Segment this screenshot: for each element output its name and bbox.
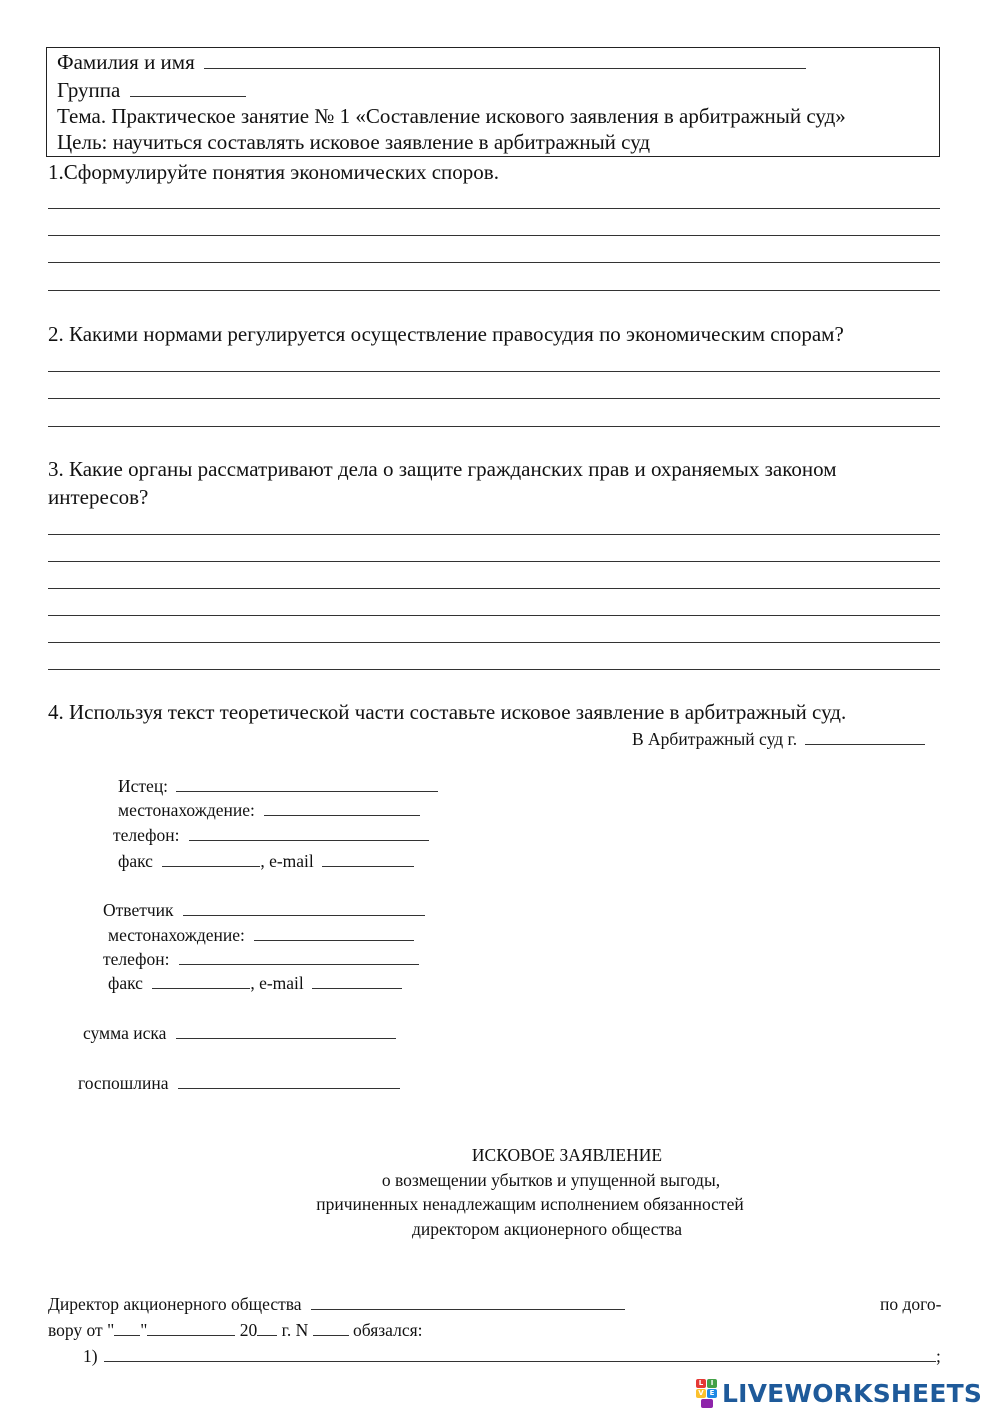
contract-year-prefix: 20: [239, 1320, 258, 1340]
duty-label: госпошлина: [78, 1073, 169, 1093]
answer-line[interactable]: [48, 262, 940, 263]
court-label: В Арбитражный суд г.: [632, 729, 798, 749]
claim-sum-label: сумма иска: [83, 1023, 167, 1043]
answer-line[interactable]: [48, 235, 940, 236]
goal: Цель: научиться составлять исковое заявление в арбитражный суд: [57, 130, 651, 154]
plaintiff-input-line[interactable]: [176, 776, 438, 792]
email-input-line[interactable]: [312, 973, 402, 989]
logo-letter-e: E: [707, 1389, 717, 1398]
director-input-line[interactable]: [311, 1294, 625, 1310]
logo-base-block: [701, 1399, 713, 1408]
statement-line-3: директором акционерного общества: [411, 1219, 682, 1239]
group-label: Группа: [57, 78, 121, 102]
location-label: местонахождение:: [108, 925, 245, 945]
contract-day-input-line[interactable]: [114, 1320, 140, 1336]
group-row: [57, 78, 246, 103]
question-2: 2. Какими нормами регулируется осуществление правосудия по экономическим спорам?: [48, 322, 844, 346]
answer-line[interactable]: [48, 642, 940, 643]
name-row: [57, 50, 806, 75]
fax-input-line[interactable]: [152, 973, 250, 989]
plaintiff-label: Истец:: [118, 776, 169, 796]
logo-mark-icon: [696, 1378, 718, 1408]
logo-letter-i: I: [707, 1379, 717, 1388]
item-1-label: 1): [83, 1346, 98, 1366]
logo-letter-v: V: [696, 1389, 706, 1398]
question-1: 1.Сформулируйте понятия экономических споров.: [48, 160, 499, 184]
phone-label: телефон:: [103, 949, 170, 969]
liveworksheets-logo[interactable]: [696, 1376, 982, 1410]
item-1-input-line[interactable]: [104, 1346, 936, 1362]
fax-input-line[interactable]: [162, 851, 260, 867]
contract-text-1: вору от ": [48, 1320, 115, 1340]
statement-line-1: о возмещении убытков и упущенной выгоды,: [381, 1170, 721, 1190]
director-label: Директор акционерного общества: [48, 1294, 302, 1314]
logo-letter-l: L: [696, 1379, 706, 1388]
obliged-label: обязался:: [352, 1320, 423, 1340]
item-1-end: ;: [935, 1346, 941, 1366]
plaintiff-fax-row: [118, 851, 414, 872]
court-row: [632, 729, 925, 750]
plaintiff-location-row: [118, 800, 420, 821]
answer-line[interactable]: [48, 398, 940, 399]
fax-label: факс: [118, 851, 153, 871]
defendant-row: [103, 900, 425, 921]
answer-line[interactable]: [48, 290, 940, 291]
fax-label: факс: [108, 973, 143, 993]
per-contract-text: по дого-: [880, 1294, 942, 1314]
location-label: местонахождение:: [118, 800, 255, 820]
answer-line[interactable]: [48, 588, 940, 589]
defendant-label: Ответчик: [103, 900, 174, 920]
logo-text: LIVEWORKSHEETS: [722, 1378, 983, 1408]
statement-line-2: причиненных ненадлежащим исполнением обязанностей: [316, 1194, 744, 1214]
contract-quote: ": [140, 1320, 148, 1340]
court-city-input-line[interactable]: [805, 729, 925, 745]
name-label: Фамилия и имя: [57, 50, 195, 74]
question-3-line-1: 3. Какие органы рассматривают дела о защите гражданских прав и охраняемых законом: [48, 457, 837, 481]
question-4: 4. Используя текст теоретической части составьте исковое заявление в арбитражный суд.: [48, 700, 847, 724]
answer-line[interactable]: [48, 615, 940, 616]
contract-month-input-line[interactable]: [147, 1320, 235, 1336]
duty-input-line[interactable]: [178, 1073, 400, 1089]
defendant-location-row: [108, 925, 414, 946]
item-1-row: [83, 1346, 941, 1367]
email-label: , e-mail: [260, 851, 314, 871]
phone-input-line[interactable]: [179, 949, 419, 965]
email-input-line[interactable]: [322, 851, 414, 867]
director-row: [48, 1294, 625, 1315]
name-input-line[interactable]: [204, 53, 806, 69]
location-input-line[interactable]: [264, 800, 420, 816]
email-label: , e-mail: [250, 973, 304, 993]
question-3-line-2: интересов?: [48, 485, 149, 509]
defendant-input-line[interactable]: [183, 900, 425, 916]
answer-line[interactable]: [48, 669, 940, 670]
answer-line[interactable]: [48, 561, 940, 562]
answer-line[interactable]: [48, 208, 940, 209]
plaintiff-row: [118, 776, 438, 797]
defendant-fax-row: [108, 973, 402, 994]
contract-number-input-line[interactable]: [313, 1320, 349, 1336]
answer-line[interactable]: [48, 534, 940, 535]
phone-label: телефон:: [113, 825, 180, 845]
group-input-line[interactable]: [130, 81, 246, 97]
defendant-phone-row: [103, 949, 419, 970]
contract-year-input-line[interactable]: [257, 1320, 277, 1336]
claim-sum-row: [83, 1023, 396, 1044]
answer-line[interactable]: [48, 371, 940, 372]
plaintiff-phone-row: [113, 825, 429, 846]
answer-line[interactable]: [48, 426, 940, 427]
contract-number-label: г. N: [281, 1320, 309, 1340]
statement-title: ИСКОВОЕ ЗАЯВЛЕНИЕ: [471, 1145, 663, 1165]
location-input-line[interactable]: [254, 925, 414, 941]
duty-row: [78, 1073, 400, 1094]
phone-input-line[interactable]: [189, 825, 429, 841]
claim-sum-input-line[interactable]: [176, 1023, 396, 1039]
topic: Тема. Практическое занятие № 1 «Составление искового заявления в арбитражный суд»: [57, 104, 846, 128]
contract-row: [48, 1320, 423, 1341]
